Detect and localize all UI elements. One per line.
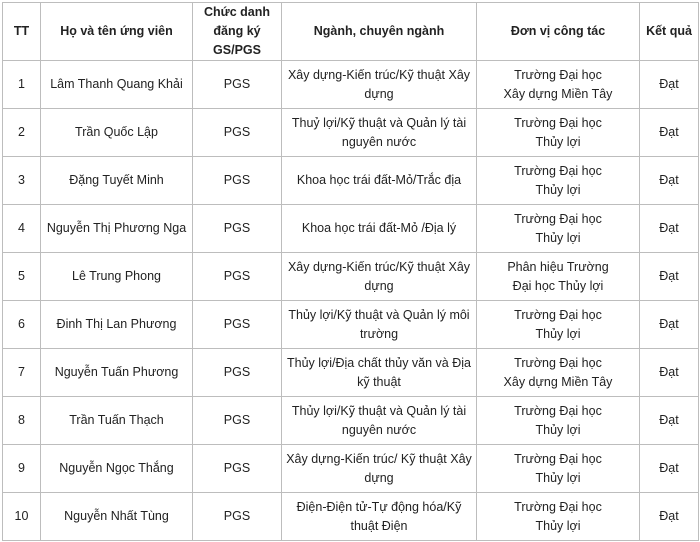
unit-line-2: Thủy lợi — [535, 134, 581, 149]
header-field: Ngành, chuyên ngành — [282, 3, 477, 61]
unit-line-1: Trường Đại học — [514, 499, 602, 514]
cell-field: Điện-Điện tử-Tự động hóa/Kỹ thuật Điện — [282, 493, 477, 541]
unit-line-2: Thủy lợi — [535, 470, 581, 485]
cell-tt: 3 — [3, 157, 41, 205]
cell-name: Lê Trung Phong — [41, 253, 193, 301]
cell-result: Đạt — [640, 157, 699, 205]
cell-name: Lâm Thanh Quang Khải — [41, 61, 193, 109]
cell-tt: 8 — [3, 397, 41, 445]
cell-name: Nguyễn Thị Phương Nga — [41, 205, 193, 253]
cell-field: Khoa học trái đất-Mỏ/Trắc địa — [282, 157, 477, 205]
cell-tt: 2 — [3, 109, 41, 157]
cell-tt: 9 — [3, 445, 41, 493]
header-name: Họ và tên ứng viên — [41, 3, 193, 61]
unit-line-2: Xây dựng Miền Tây — [503, 86, 613, 101]
cell-unit — [477, 61, 640, 109]
cell-title: PGS — [193, 445, 282, 493]
cell-result: Đạt — [640, 253, 699, 301]
cell-field: Thủy lợi/Kỹ thuật và Quản lý tài nguyên nước — [282, 397, 477, 445]
table-row — [3, 493, 699, 541]
cell-name: Trần Quốc Lập — [41, 109, 193, 157]
unit-line-1: Trường Đại học — [514, 67, 602, 82]
unit-line-1: Trường Đại học — [514, 403, 602, 418]
cell-result: Đạt — [640, 349, 699, 397]
table-row — [3, 109, 699, 157]
cell-unit — [477, 301, 640, 349]
cell-tt: 1 — [3, 61, 41, 109]
table-row — [3, 445, 699, 493]
table-row — [3, 253, 699, 301]
table-row — [3, 397, 699, 445]
cell-unit — [477, 109, 640, 157]
cell-unit — [477, 493, 640, 541]
unit-line-1: Trường Đại học — [514, 451, 602, 466]
cell-field: Thủy lợi/Kỹ thuật và Quản lý môi trường — [282, 301, 477, 349]
table-row — [3, 301, 699, 349]
cell-field: Xây dựng-Kiến trúc/ Kỹ thuật Xây dựng — [282, 445, 477, 493]
cell-name: Trần Tuấn Thạch — [41, 397, 193, 445]
cell-title: PGS — [193, 109, 282, 157]
unit-line-2: Thủy lợi — [535, 422, 581, 437]
cell-result: Đạt — [640, 61, 699, 109]
candidates-results-table — [2, 2, 699, 541]
cell-tt: 10 — [3, 493, 41, 541]
cell-unit — [477, 253, 640, 301]
table-row — [3, 205, 699, 253]
cell-result: Đạt — [640, 445, 699, 493]
cell-title: PGS — [193, 397, 282, 445]
cell-title: PGS — [193, 349, 282, 397]
cell-unit — [477, 205, 640, 253]
table-row — [3, 349, 699, 397]
unit-line-1: Trường Đại học — [514, 211, 602, 226]
cell-field: Xây dựng-Kiến trúc/Kỹ thuật Xây dựng — [282, 253, 477, 301]
cell-tt: 6 — [3, 301, 41, 349]
header-title: Chức danh đăng ký GS/PGS — [193, 3, 282, 61]
unit-line-2: Thủy lợi — [535, 518, 581, 533]
unit-line-2: Thủy lợi — [535, 326, 581, 341]
cell-title: PGS — [193, 493, 282, 541]
table-row — [3, 157, 699, 205]
unit-line-1: Trường Đại học — [514, 163, 602, 178]
cell-field: Xây dựng-Kiến trúc/Kỹ thuật Xây dựng — [282, 61, 477, 109]
cell-name: Đặng Tuyết Minh — [41, 157, 193, 205]
cell-unit — [477, 157, 640, 205]
cell-title: PGS — [193, 253, 282, 301]
table-row — [3, 61, 699, 109]
cell-name: Nguyễn Tuấn Phương — [41, 349, 193, 397]
cell-unit — [477, 349, 640, 397]
cell-result: Đạt — [640, 301, 699, 349]
unit-line-1: Trường Đại học — [514, 307, 602, 322]
unit-line-1: Phân hiệu Trường — [507, 259, 609, 274]
cell-unit — [477, 445, 640, 493]
header-result: Kết quả — [640, 3, 699, 61]
unit-line-2: Đại học Thủy lợi — [512, 278, 604, 293]
cell-tt: 4 — [3, 205, 41, 253]
unit-line-1: Trường Đại học — [514, 115, 602, 130]
unit-line-2: Thủy lợi — [535, 230, 581, 245]
cell-title: PGS — [193, 61, 282, 109]
unit-line-2: Thủy lợi — [535, 182, 581, 197]
unit-line-2: Xây dựng Miền Tây — [503, 374, 613, 389]
cell-field: Thuỷ lợi/Kỹ thuật và Quản lý tài nguyên nước — [282, 109, 477, 157]
cell-tt: 5 — [3, 253, 41, 301]
cell-tt: 7 — [3, 349, 41, 397]
cell-result: Đạt — [640, 205, 699, 253]
header-unit: Đơn vị công tác — [477, 3, 640, 61]
cell-unit — [477, 397, 640, 445]
cell-field: Thủy lợi/Địa chất thủy văn và Địa kỹ thuật — [282, 349, 477, 397]
cell-field: Khoa học trái đất-Mỏ /Địa lý — [282, 205, 477, 253]
cell-result: Đạt — [640, 493, 699, 541]
table-header-row — [3, 3, 699, 61]
cell-name: Nguyễn Ngọc Thắng — [41, 445, 193, 493]
cell-title: PGS — [193, 157, 282, 205]
cell-title: PGS — [193, 205, 282, 253]
header-tt: TT — [3, 3, 41, 61]
cell-name: Nguyễn Nhất Tùng — [41, 493, 193, 541]
cell-result: Đạt — [640, 109, 699, 157]
cell-result: Đạt — [640, 397, 699, 445]
cell-name: Đinh Thị Lan Phương — [41, 301, 193, 349]
unit-line-1: Trường Đại học — [514, 355, 602, 370]
cell-title: PGS — [193, 301, 282, 349]
